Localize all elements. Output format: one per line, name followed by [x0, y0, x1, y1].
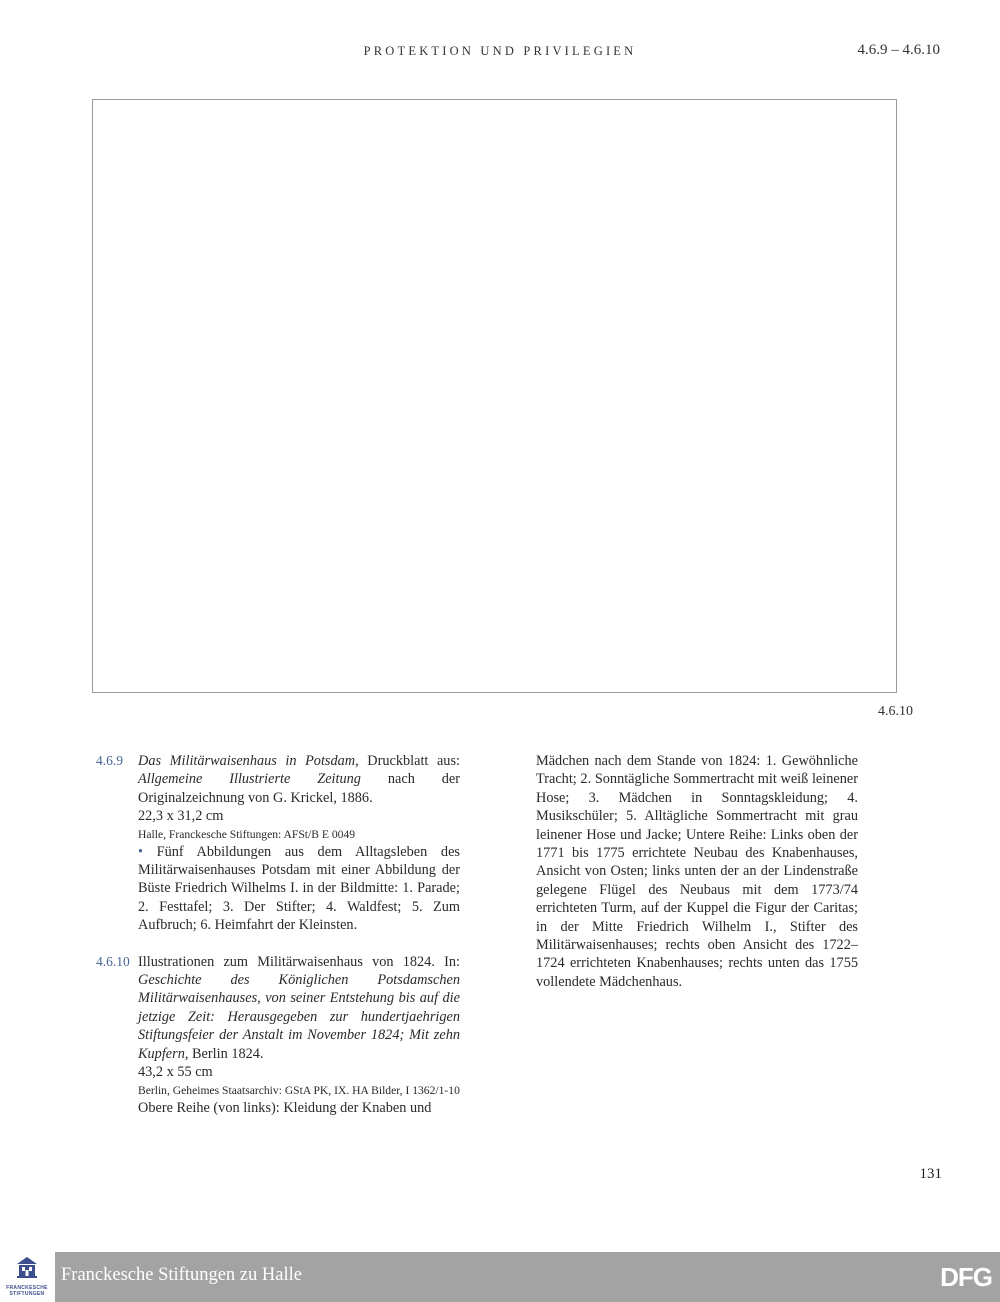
entry-location: Halle, Franckesche Stiftungen: AFSt/B E 0049: [138, 827, 356, 841]
entry-title: Illustrationen zum Militärwaisenhaus von 1824. In:: [138, 953, 460, 970]
entry-source: Allgemeine Illustrierte Zeitung: [138, 771, 361, 788]
running-title: PROTEKTION UND PRIVILEGIEN: [363, 44, 637, 58]
dfg-logo: DFG: [940, 1262, 992, 1292]
institution-logo: [2, 1256, 52, 1300]
entry-description: Obere Reihe (von links): Kleidung der Knaben und: [138, 1099, 432, 1116]
entry-title: Das Militärwaisenhaus in Potsdam: [138, 753, 356, 769]
entry-dimensions: 43,2 x 55 cm: [138, 1064, 213, 1081]
figure-label: 4.6.10: [878, 704, 913, 719]
logo-line: STIFTUNGEN: [9, 1291, 45, 1297]
citation-text: Berlin 1824.: [188, 1045, 264, 1062]
entry-number: 4.6.9: [96, 753, 123, 768]
footer-bar: [55, 1252, 1000, 1302]
institution-name[interactable]: Franckesche Stiftungen zu Halle: [61, 1265, 302, 1285]
citation-text: nach der Originalzeichnung von G. Krickel, 1886.: [138, 771, 460, 806]
entry-range: 4.6.9 – 4.6.10: [857, 42, 940, 58]
entry-source: Geschichte des Königlichen Potsdamschen Militärwaisenhauses, von seiner Entstehung bis auf die jetzige Zeit: Herausgegeben zur hundertjaehrigen Stiftungsfeier der Anstalt im November 1824; Mit zehn Kupfern,: [138, 972, 460, 1062]
entry-citation: [138, 953, 460, 1063]
description-text: Fünf Abbildungen aus dem Alltagsleben des Militärwaisenhauses Potsdam mit einer Abbildung der Büste Friedrich Wilhelms I. in der Bildmitte: 1. Parade; 2. Festtafel; 3. Der Stifter; 4. Waldfest; 5. Zum Aufbruch; 6. Heimfahrt der Kleinsten.: [138, 843, 460, 934]
left-column: [96, 752, 460, 1135]
entry-location: Berlin, Geheimes Staatsarchiv: GStA PK, IX. HA Bilder, I 1362/1-10: [138, 1083, 460, 1097]
citation-text: , Druckblatt aus:: [355, 753, 460, 769]
entry-number: 4.6.10: [96, 953, 130, 969]
page-number: 131: [919, 1166, 942, 1182]
entry-citation: [138, 752, 460, 807]
catalog-entry-4-6-10: [96, 953, 460, 1117]
entry-description: [138, 843, 460, 935]
building-icon: [16, 1256, 38, 1280]
right-column: [536, 752, 858, 991]
catalog-entry-4-6-9: [96, 752, 460, 935]
entry-dimensions: 22,3 x 31,2 cm: [138, 808, 224, 825]
figure-frame: [92, 99, 897, 693]
entry-description-continued: Mädchen nach dem Stande von 1824: 1. Gewöhnliche Tracht; 2. Sonntägliche Sommertracht mit weiß leinener Hose; 3. Mädchen in Sonntagskleidung; 4. Musikschüler; 5. Alltägliche Sommertracht mit grau leinener Hose und Jacke; Untere Reihe: Links oben der 1771 bis 1775 errichtete Neubau des Knabenhauses, Ansicht von Osten; links unten der an der Lindenstraße gelegene Flügel des Neubaus mit dem 1773/74 errichteten Turm, auf der Kuppel die Figur der Caritas; in der Mitte Friedrich Wilhelm I., Stifter des Militärwaisenhauses; rechts oben Ansicht des 1722–1724 errichteten Knabenhauses; rechts unten das 1755 vollendete Mädchenhaus.: [536, 753, 858, 990]
logo-line: FRANCKESCHE: [6, 1285, 48, 1291]
bullet-marker: •: [138, 843, 144, 860]
